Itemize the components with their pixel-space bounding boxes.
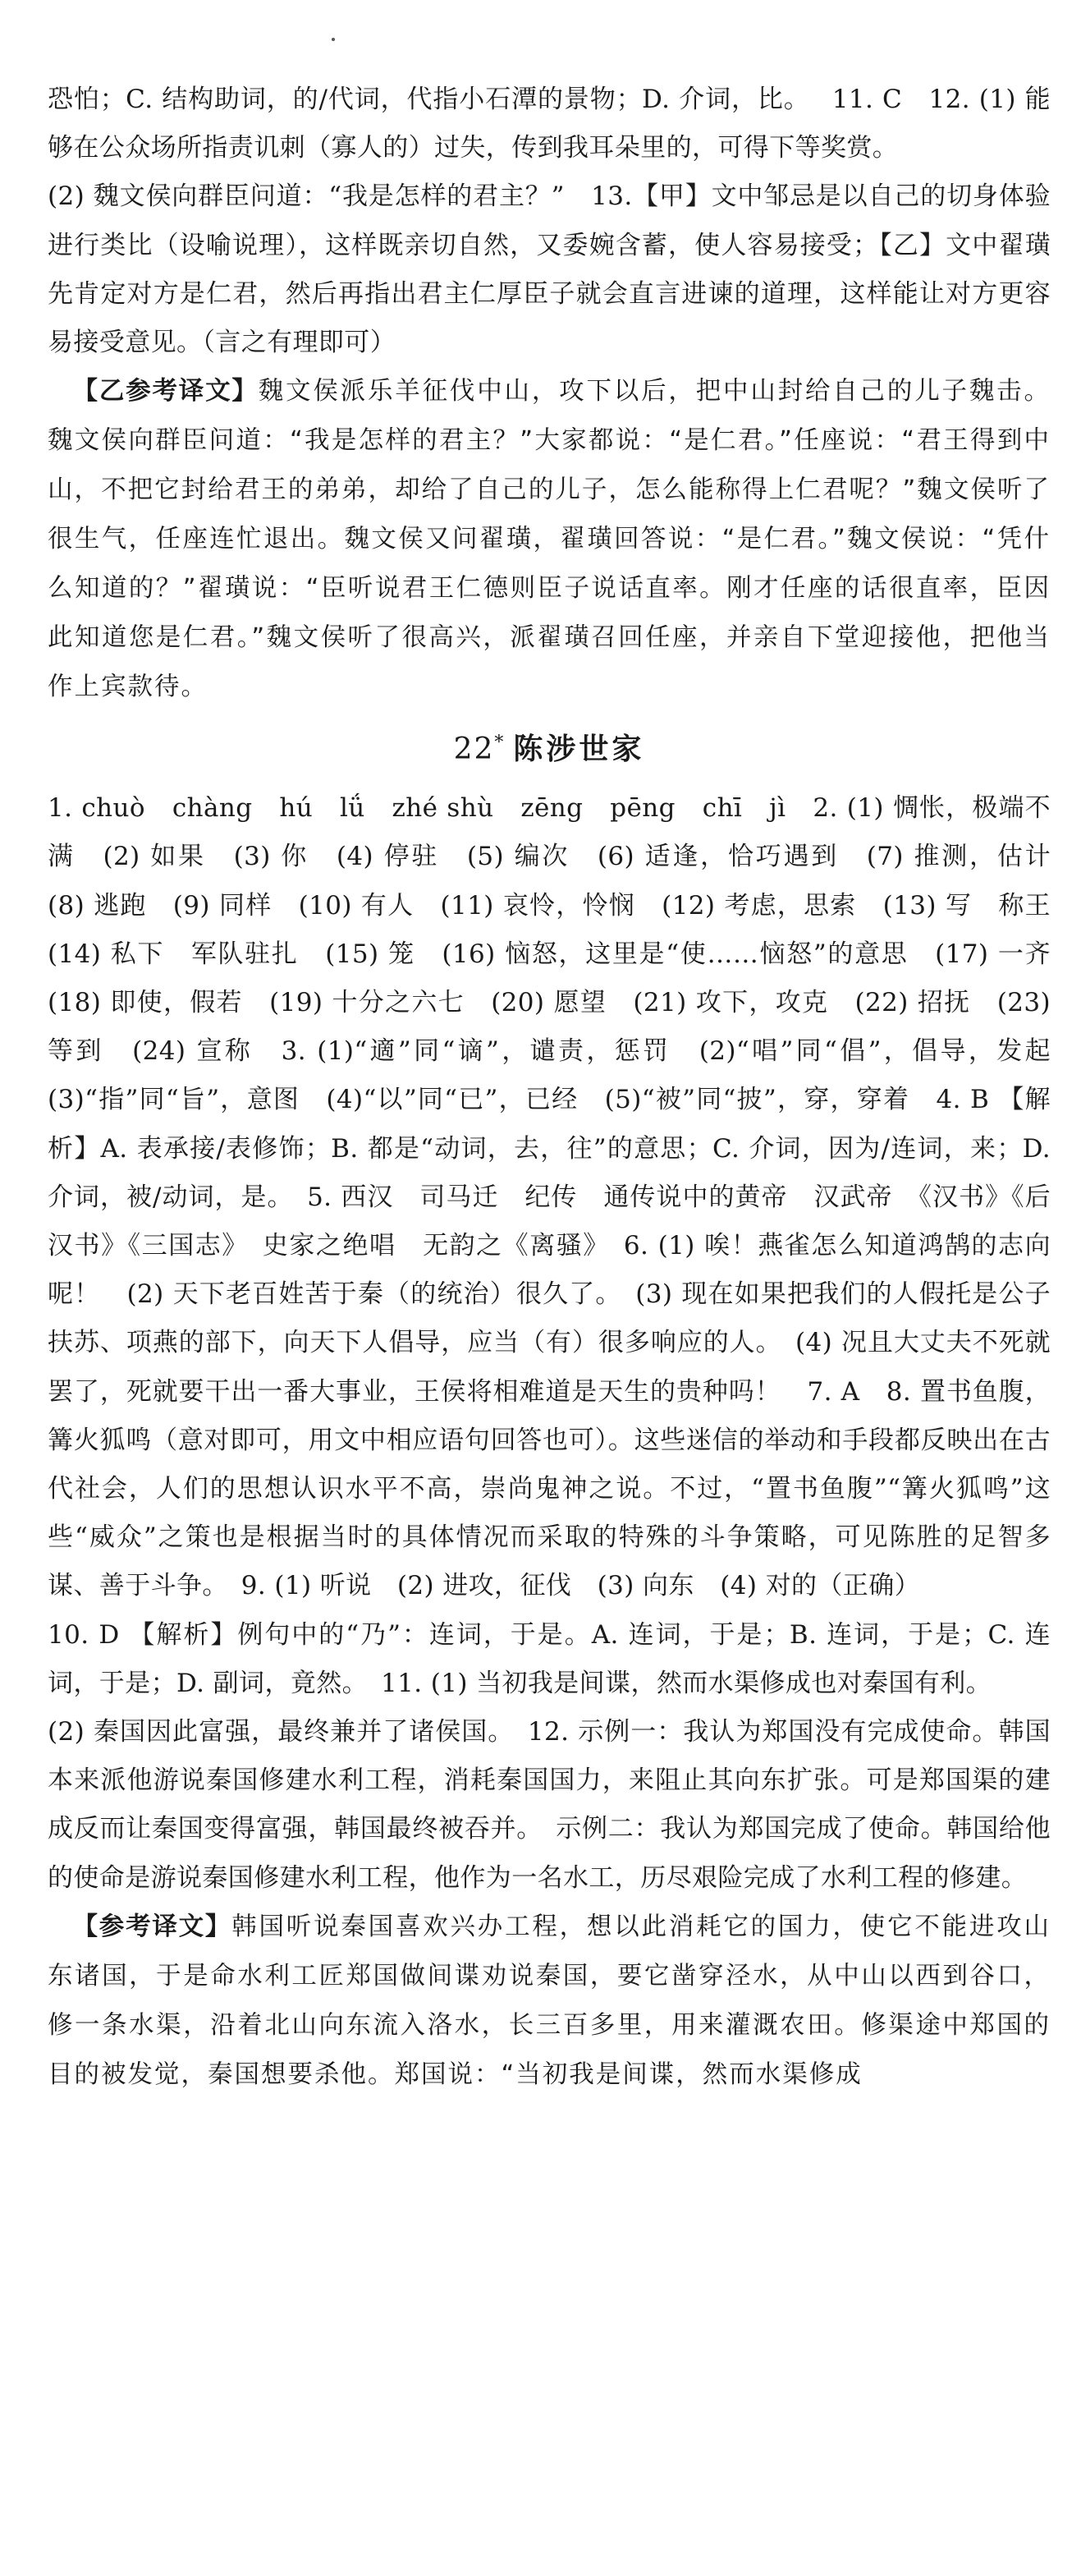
ref-translation-paragraph bbox=[48, 1903, 1051, 2100]
section-number: 22 bbox=[453, 732, 495, 767]
section-heading bbox=[48, 719, 1051, 774]
answer-page bbox=[48, 76, 1077, 2100]
yi-translation-text: 魏文侯派乐羊征伐中山，攻下以后，把中山封给自己的儿子魏击。魏文侯向群臣问道：“我是怎样的君主？”大家都说：“是仁君。”任座说：“君王得到中山，不把它封给君王的弟弟，却给了自己的儿子，怎么能称得上仁君呢？”魏文侯听了很生气，任座连忙退出。魏文侯又问翟璜，翟璜回答说：“是仁君。”魏文侯说：“凭什么知道的？”翟璜说：“臣听说君王仁德则臣子说话直率。刚才任座的话很直率，臣因此知道您是仁君。”魏文侯听了很高兴，派翟璜召回任座，并亲自下堂迎接他，把他当作上宾款待。 bbox=[48, 377, 1051, 702]
scan-dot bbox=[332, 38, 335, 41]
answer-paragraph-4: 10. D 【解析】例句中的“乃”：连词，于是。A. 连词，于是；B. 连词，于是；C. 连词，于是；D. 副词，竟然。 11. (1) 当初我是间谍，然而水渠修成也对秦国有利。 bbox=[48, 1619, 1051, 1698]
yi-translation-paragraph bbox=[48, 367, 1051, 712]
yi-translation-label: 【乙参考译文】 bbox=[72, 377, 259, 406]
answer-paragraph-5: (2) 秦国因此富强，最终兼并了诸侯国。 12. 示例一：我认为郑国没有完成使命。韩国本来派他游说秦国修建水利工程，消耗秦国国力，来阻止其向东扩张。可是郑国渠的建成反而让秦国变得富强，韩国最终被吞并。 示例二：我认为郑国完成了使命。韩国给他的使命是游说秦国修建水利工程，他作为一名水工，历尽艰险完成了水利工程的修建。 bbox=[48, 1717, 1051, 1893]
ref-translation-text: 韩国听说秦国喜欢兴办工程，想以此消耗它的国力，使它不能进攻山东诸国，于是命水利工匠郑国做间谍劝说秦国，要它凿穿泾水，从中山以西到谷口，修一条水渠，沿着北山向东流入洛水，长三百多里，用来灌溉农田。修渠途中郑国的目的被发觉，秦国想要杀他。郑国说：“当初我是间谍，然而水渠修成 bbox=[48, 1912, 1051, 2089]
answer-paragraph-2: (2) 魏文侯向群臣问道：“我是怎样的君主？” 13.【甲】文中邹忌是以自己的切身体验进行类比（设喻说理），这样既亲切自然，又委婉含蓄，使人容易接受；【乙】文中翟璜先肯定对方是仁君，然后再指出君主仁厚臣子就会直言进谏的道理，这样能让对方更容易接受意见。（言之有理即可） bbox=[48, 181, 1051, 358]
section-title: 陈涉世家 bbox=[513, 732, 645, 767]
answer-paragraph-3: 1. chuò chàng hú lǘ zhé shù zēng pēng chī jì 2. (1) 惆怅，极端不满 (2) 如果 (3) 你 (4) 停驻 (5) 编次 (6) 适逢，恰巧遇到 (7) 推测，估计 (8) 逃跑 (9) 同样 (10) 有人 (11) 哀怜，怜悯 (12) 考虑，思索 (13) 写 称王 (14) 私下 军队驻扎 (15) 笼 (16) 恼怒，这里是“使……恼怒”的意思 (17) 一齐 (18) 即使，假若 (19) 十分之六七 (20) 愿望 (21) 攻下，攻克 (22) 招抚 (23) 等到 (24) 宣称 3. (1)“適”同“谪”，谴责，惩罚 (2)“唱”同“倡”，倡导，发起 (3)“指”同“旨”，意图 (4)“以”同“已”，已经 (5)“被”同“披”，穿，穿着 4. B 【解析】A. 表承接/表修饰；B. 都是“动词，去，往”的意思；C. 介词，因为/连词，来；D. 介词，被/动词，是。 5. 西汉 司马迁 纪传 通传说中的黄帝 汉武帝 《汉书》《后汉书》《三国志》 史家之绝唱 无韵之《离骚》 6. (1) 唉！燕雀怎么知道鸿鹄的志向呢！ (2) 天下老百姓苦于秦（的统治）很久了。 (3) 现在如果把我们的人假托是公子扶苏、项燕的部下，向天下人倡导，应当（有）很多响应的人。 (4) 况且大丈夫不死就罢了，死就要干出一番大事业，王侯将相难道是天生的贵种吗！ 7. A 8. 置书鱼腹，篝火狐鸣（意对即可，用文中相应语句回答也可）。这些迷信的举动和手段都反映出在古代社会，人们的思想认识水平不高，崇尚鬼神之说。不过，“置书鱼腹”“篝火狐鸣”这些“威众”之策也是根据当时的具体情况而采取的特殊的斗争策略，可见陈胜的足智多谋、善于斗争。 9. (1) 听说 (2) 进攻，征伐 (3) 向东 (4) 对的（正确） bbox=[48, 793, 1077, 1601]
answer-paragraph-1: 恐怕；C. 结构助词，的/代词，代指小石潭的景物；D. 介词，比。 11. C 12. (1) 能够在公众场所指责讥刺（寡人的）过失，传到我耳朵里的，可得下等奖赏。 bbox=[48, 85, 1051, 163]
ref-translation-label: 【参考译文】 bbox=[72, 1912, 232, 1941]
section-star: * bbox=[494, 732, 506, 754]
